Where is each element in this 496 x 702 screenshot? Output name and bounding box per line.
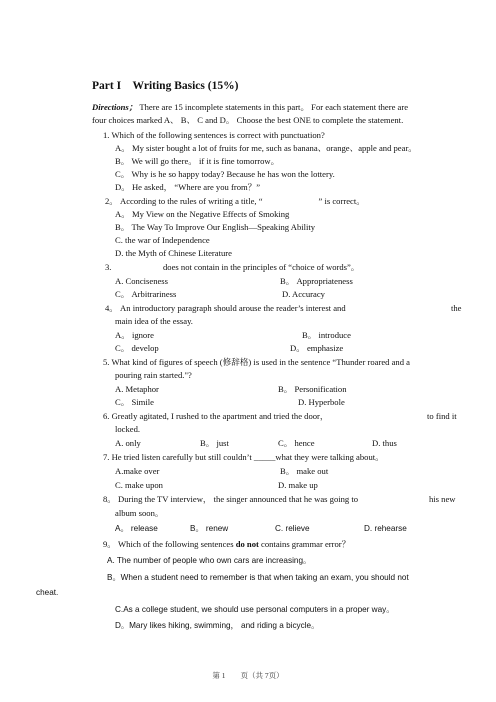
- q8-stem-end: his new: [429, 494, 456, 504]
- q2-option-c: C. the war of Independence: [115, 235, 210, 245]
- q6-stem-start: 6. Greatly agitated, I rushed to the apartment and tried the door，: [103, 411, 329, 421]
- q9-option-c: C.As a college student, we should use personal computers in a proper way。: [115, 605, 395, 614]
- q4-stem-end: the: [451, 303, 462, 313]
- q6-option-b: B。 just: [200, 438, 229, 448]
- q5-option-d: D. Hyperbole: [298, 397, 345, 407]
- q5-stem-line-1: 5. What kind of figures of speech (修辞格) is used in the sentence “Thunder roared and a: [103, 357, 410, 367]
- q1-option-a: A。 My sister bought a lot of fruits for me, such as banana、orange、apple and pear。: [115, 143, 417, 153]
- q9-stem-end: contains grammar error？: [258, 539, 351, 549]
- q3-option-b: B。 Appropriateness: [280, 276, 353, 286]
- q8-option-a: A。 release: [115, 524, 158, 533]
- directions-text-1: There are 15 incomplete statements in this part。 For each statement there are: [139, 102, 409, 112]
- page-footer: 第 1 页（共 7页）: [212, 671, 284, 680]
- q6-option-d: D. thus: [372, 438, 397, 448]
- q3-option-c: C。 Arbitrariness: [115, 289, 177, 299]
- q5-option-c: C。 Simile: [115, 397, 154, 407]
- q7-option-d: D. make up: [278, 480, 318, 490]
- q4-option-c: C。 develop: [115, 343, 159, 353]
- q8-option-b: B。 renew: [190, 524, 229, 533]
- q7-option-a: A.make over: [115, 466, 160, 476]
- q7-option-b: B。 make out: [280, 466, 329, 476]
- part-title: Part I Writing Basics (15%): [92, 80, 239, 92]
- q9-stem: [103, 539, 350, 550]
- q5-stem-line-2: pouring rain started."?: [115, 370, 192, 380]
- q2-option-d: D. the Myth of Chinese Literature: [115, 248, 232, 258]
- directions-line-2: four choices marked A、 B、 C and D。 Choose the best ONE to complete the statement.: [92, 115, 404, 125]
- q3-stem: does not contain in the principles of “choice of words”。: [163, 262, 360, 272]
- q8-option-d: D. rehearse: [364, 524, 407, 533]
- q9-stem-emphasis: do not: [235, 539, 259, 549]
- q8-option-c: C. relieve: [275, 524, 310, 533]
- q9-option-d: D。Mary likes hiking, swimming， and riding a bicycle。: [115, 621, 320, 630]
- q4-stem-continued: main idea of the essay.: [115, 316, 193, 326]
- q2-stem-end: ” is correct。: [318, 196, 365, 206]
- q1-option-d: D。 He asked， “Where are you from？”: [115, 182, 261, 192]
- q6-option-a: A. only: [115, 438, 141, 448]
- q6-option-c: C。 hence: [278, 438, 315, 448]
- directions-line-1: [92, 102, 408, 113]
- q9-option-a: A. The number of people who own cars are increasing。: [107, 556, 312, 565]
- directions-label: Directions；: [92, 102, 138, 112]
- q7-option-c: C. make upon: [115, 480, 163, 490]
- q8-stem-continued: album soon。: [115, 508, 164, 518]
- q2-stem-start: 2。 According to the rules of writing a title, “: [105, 196, 263, 206]
- q6-stem-continued: locked.: [115, 424, 141, 434]
- q3-option-d: D. Accuracy: [282, 289, 325, 299]
- q4-option-b: B。 introduce: [302, 330, 351, 340]
- q2-option-a: A。 My View on the Negative Effects of Smoking: [115, 209, 290, 219]
- q3-number: 3.: [105, 262, 112, 272]
- q2-option-b: B。 The Way To Improve Our English—Speaking Ability: [115, 222, 316, 232]
- q5-option-a: A. Metaphor: [115, 384, 159, 394]
- q8-stem-start: 8。 During the TV interview， the singer announced that he was going to: [103, 494, 359, 504]
- q4-option-d: D。 emphasize: [290, 343, 344, 353]
- q9-option-b-line-2: cheat.: [36, 588, 59, 597]
- q1-option-b: B。 We will go there。 if it is fine tomorrow。: [115, 156, 280, 166]
- q9-stem-start: 9。 Which of the following sentences: [103, 539, 236, 549]
- q4-stem-start: 4。 An introductory paragraph should arouse the reader’s interest and: [105, 303, 346, 313]
- q6-stem-end: to find it: [427, 411, 457, 421]
- q4-option-a: A。 ignore: [115, 330, 154, 340]
- q3-option-a: A. Conciseness: [115, 276, 168, 286]
- q5-option-b: B。 Personification: [278, 384, 347, 394]
- q1-stem: 1. Which of the following sentences is correct with punctuation?: [103, 130, 325, 140]
- q1-option-c: C。 Why is he so happy today? Because he has won the lottery.: [115, 169, 335, 179]
- q2-stem: [105, 196, 365, 207]
- q7-stem: 7. He tried listen carefully but still couldn’t _____what they were talking about。: [103, 452, 384, 462]
- q9-option-b-line-1: B。When a student need to remember is that when taking an exam, you should not: [107, 573, 409, 582]
